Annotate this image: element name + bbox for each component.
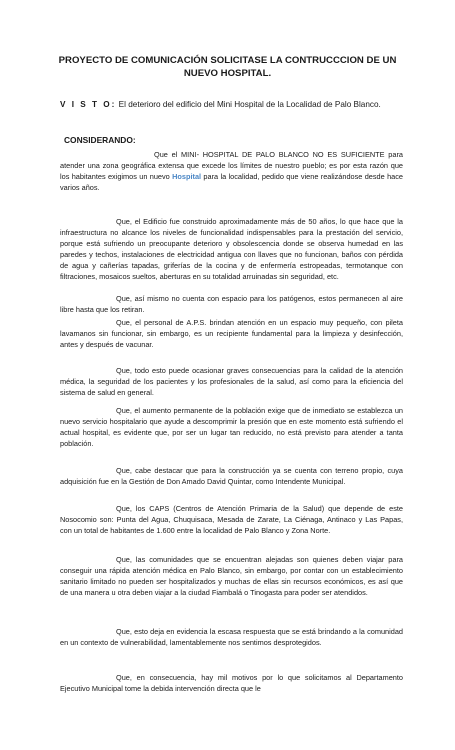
- paragraph-2-text: Que, el Edificio fue construido aproximadamente más de 50 años, lo que hace que la infraestructura no alcance los niveles de funcionalidad indispensables para la prestación del servicio, porque está sufriendo un preocupante deterioro y obsolescencia donde se observa humedad en las paredes y techos, instalaciones de electricidad antigua con llaves que no funcionan, baños con pérdida de agua y cañerías tapadas, griferías de la cocina y de enfermería estropeadas, termotanque con filtraciones, mosaicos sueltos, aberturas en su totalidad arruinadas sin seguridad, etc.: [60, 217, 403, 281]
- paragraph-10-text: Que, esto deja en evidencia la escasa respuesta que se está brindando a la comunidad en un contexto de vulnerabilidad, lamentablemente nos sentimos desprotegidos.: [60, 627, 403, 647]
- paragraph-7-text: Que, cabe destacar que para la construcción ya se cuenta con terreno propio, cuya adquisición fue en la Gestión de Don Amado David Quintar, como Intendente Municipal.: [60, 466, 403, 486]
- paragraph-9: [60, 555, 403, 599]
- paragraph-8-text: Que, los CAPS (Centros de Atención Primaria de la Salud) que depende de este Nosocomio son: Punta del Agua, Chuquisaca, Mesada de Zarate, La Ciénaga, Antinaco y Las Papas, con un total de habitantes de 1.600 entre la localidad de Palo Blanco y Zona Norte.: [60, 504, 403, 535]
- visto-label: V I S T O:: [60, 100, 117, 109]
- paragraph-11-text: Que, en consecuencia, hay mil motivos por lo que solicitamos al Departamento Ejecutivo Municipal tome la debida intervención directa que le: [60, 673, 403, 693]
- paragraph-3: [60, 294, 403, 316]
- hospital-highlight: Hospital: [172, 171, 202, 181]
- visto-section: [60, 99, 403, 110]
- paragraph-10: [60, 627, 403, 649]
- paragraph-6-text: Que, el aumento permanente de la población exige que de inmediato se establezca un nuevo servicio hospitalario que ayude a descomprimir la presión que en este momento está sufriendo el actual hospital, es evidente que, por ser un lugar tan reducido, no está previsto para atender a tanta población.: [60, 406, 403, 448]
- paragraph-11: [60, 673, 403, 695]
- visto-text: El deterioro del edificio del Mini Hospital de la Localidad de Palo Blanco.: [116, 100, 381, 109]
- paragraph-4: [60, 318, 403, 351]
- paragraph-9-text: Que, las comunidades que se encuentran alejadas son quienes deben viajar para conseguir una rápida atención médica en Palo Blanco, sin embargo, por contar con un establecimiento sanitario limitado no pueden ser hospitalizados y muchas de ellas sin recursos económicos, es así que de una manera u otra deben viajar a la ciudad Fiambalá o Tinogasta para poder ser atendidos.: [60, 555, 403, 597]
- paragraph-5: [60, 366, 403, 399]
- paragraph-1: [60, 150, 403, 194]
- paragraph-5-text: Que, todo esto puede ocasionar graves consecuencias para la calidad de la atención médica, la seguridad de los pacientes y los profesionales de la salud, así como para la eficiencia del sistema de salud en general.: [60, 366, 403, 397]
- paragraph-3-text: Que, así mismo no cuenta con espacio para los patógenos, estos permanecen al aire libre hasta que los retiran.: [60, 294, 403, 314]
- document-title: PROYECTO DE COMUNICACIÓN SOLICITASE LA CONTRUCCCION DE UN NUEVO HOSPITAL.: [58, 55, 397, 79]
- paragraph-6: [60, 406, 403, 450]
- paragraph-1-text-b: para la localidad, pedido que viene realizándose desde hace varios años.: [60, 171, 403, 192]
- paragraph-4-text: Que, el personal de A.P.S. brindan atención en un espacio muy pequeño, con pileta lavamanos sin funcionar, sin embargo, es un recipiente fundamental para la limpieza y desinfección, antes y después de vacunar.: [60, 318, 403, 349]
- paragraph-7: [60, 466, 403, 488]
- paragraph-8: [60, 504, 403, 537]
- paragraph-1-text-a: Que el MINI- HOSPITAL DE PALO BLANCO NO ES SUFICIENTE para atender una zona geográfica extensa que excede los límites de nuestro pueblo; es por esta razón que los habitantes exigimos un nuevo: [60, 150, 403, 181]
- considerando-heading: CONSIDERANDO:: [64, 135, 136, 145]
- paragraph-2: [60, 217, 403, 282]
